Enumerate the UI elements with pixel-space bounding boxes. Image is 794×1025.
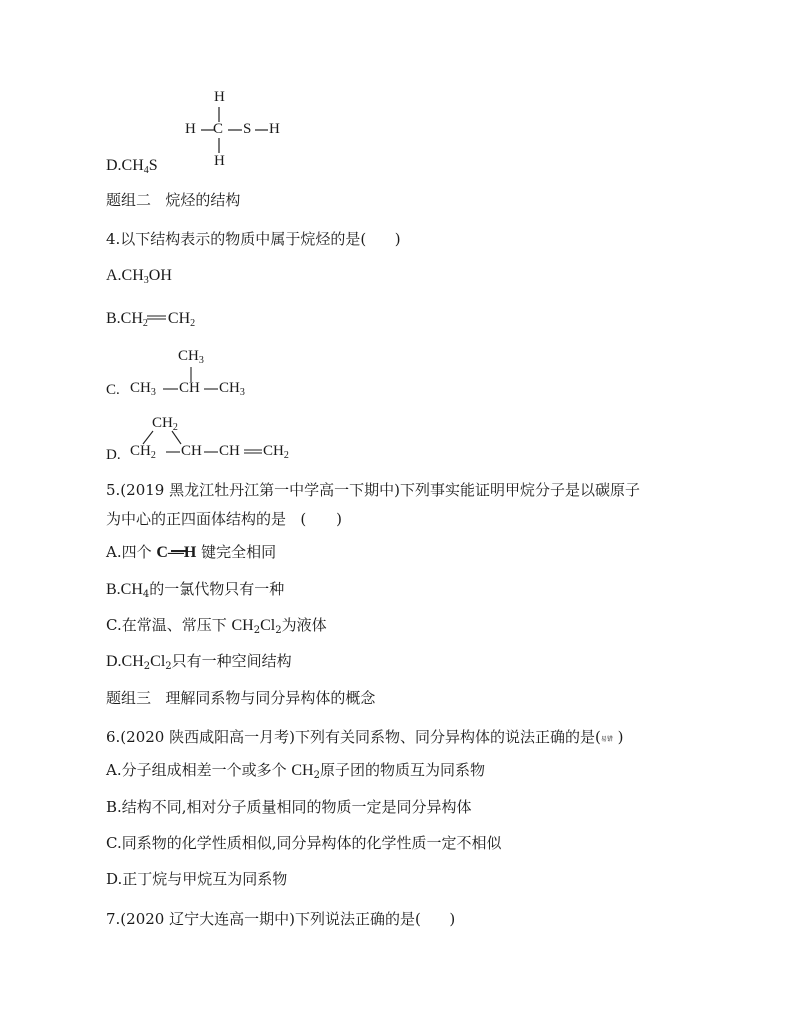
q4-option-a: $A.CH_3OH$ (106, 267, 172, 286)
q6-option-b: B.结构不同,相对分子质量相同的物质一定是同分异构体 (106, 798, 472, 816)
q4-stem: 4.以下结构表示的物质中属于烷烃的是( ) (106, 230, 401, 248)
q5-stem-line1: 5.(2019 黑龙江牡丹江第一中学高一下期中)下列事实能证明甲烷分子是以碳原子 (106, 481, 640, 499)
q4d-ch2-right: $CH_2$ (263, 443, 289, 461)
q4d-ch-1: CH (181, 443, 202, 459)
q5-option-a: A.四个 C—H 键完全相同 (106, 543, 277, 561)
group2-heading: 题组二 烷烃的结构 (106, 191, 241, 209)
q4d-ch2-left: $CH_2$ (130, 443, 156, 461)
q4c-ch3-left: $CH_3$ (130, 380, 156, 398)
q5-option-b: $B.CH_4$的一氯代物只有一种 (106, 580, 285, 600)
q4d-ch-2: CH (219, 443, 240, 459)
q4d-label: D. (106, 447, 121, 463)
q6-stem: 6.(2020 陕西咸阳高一月考)下列有关同系物、同分异构体的说法正确的是(易错 ) (106, 728, 624, 746)
q6-option-d: D.正丁烷与甲烷互为同系物 (106, 870, 288, 888)
atom-h-top: H (214, 89, 225, 105)
atom-h-left: H (185, 121, 196, 137)
q3-option-d: $D.CH_4S$ (106, 157, 158, 176)
q6-option-a: A.分子组成相差一个或多个 $CH_2$原子团的物质互为同系物 (106, 761, 485, 781)
q4c-ch: CH (179, 380, 200, 396)
atom-h-bottom: H (214, 153, 225, 169)
atom-s: S (243, 121, 252, 137)
group3-heading: 题组三 理解同系物与同分异构体的概念 (106, 689, 376, 707)
q6-option-c: C.同系物的化学性质相似,同分异构体的化学性质一定不相似 (106, 834, 502, 852)
q6-tag: 易错 (600, 736, 613, 743)
q4c-ch3-top: $CH_3$ (178, 348, 204, 366)
atom-h-right: H (269, 121, 280, 137)
q5-option-c: C.在常温、常压下 $CH_2Cl_2$为液体 (106, 616, 327, 636)
q7-stem: 7.(2020 辽宁大连高一期中)下列说法正确的是( ) (106, 910, 456, 928)
atom-c: C (213, 121, 224, 137)
q5-stem-line2: 为中心的正四面体结构的是 ( ) (106, 510, 343, 528)
q4c-ch3-right: $CH_3$ (219, 380, 245, 398)
q4d-ch2-top: $CH_2$ (152, 415, 178, 433)
q4c-label: C. (106, 382, 120, 398)
q4-option-b: $B.CH_2$ $CH_2$ (106, 310, 196, 329)
q5-option-d: $D.CH_2Cl_2$只有一种空间结构 (106, 652, 292, 672)
